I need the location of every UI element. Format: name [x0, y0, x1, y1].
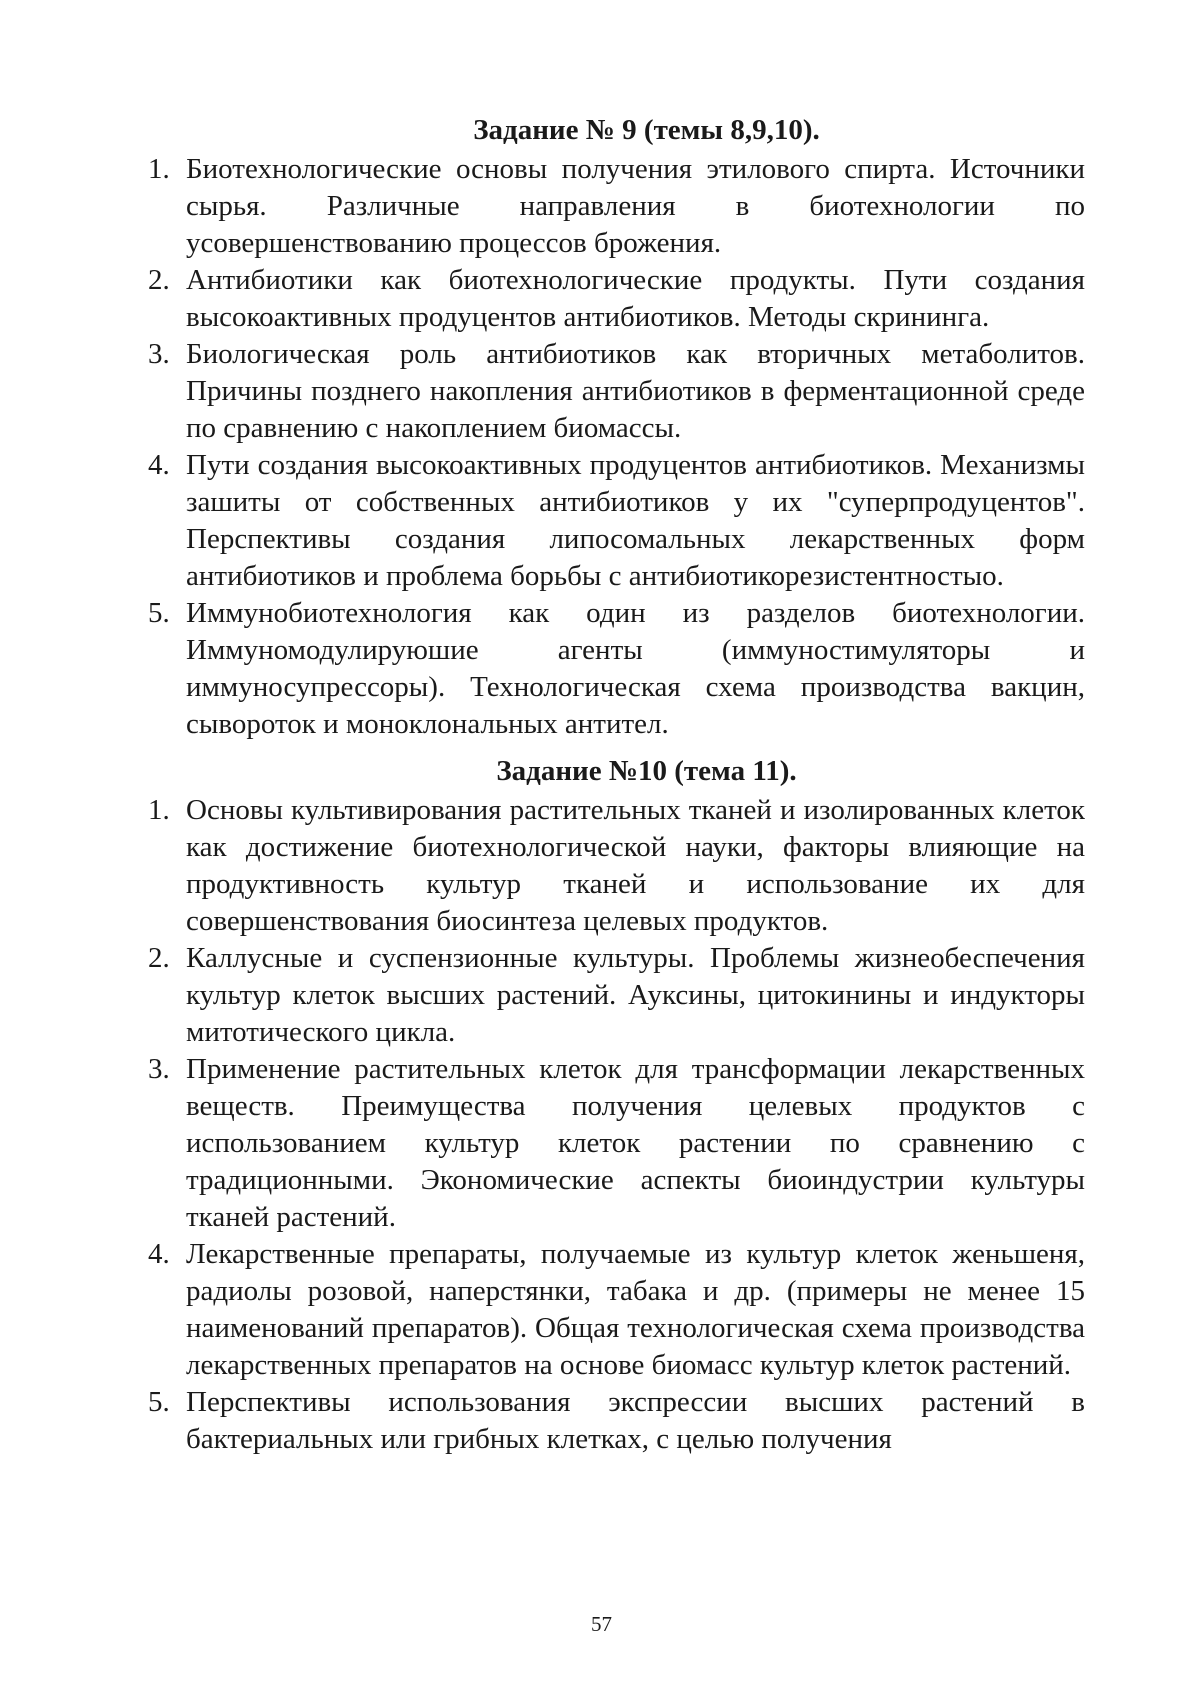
- task-9-list: [148, 151, 1085, 743]
- item-number: 4.: [148, 449, 170, 481]
- item-text: Антибиотики как биотехнологические продукты. Пути создания высокоактивных продуцентов антибиотиков. Методы скрининга.: [186, 264, 1085, 333]
- item-number: 3.: [148, 338, 170, 370]
- list-item: [148, 595, 1085, 743]
- item-number: 1.: [148, 794, 170, 826]
- list-item: [148, 1236, 1085, 1384]
- item-number: 2.: [148, 264, 170, 296]
- list-item: [148, 151, 1085, 262]
- item-text: Основы культивирования растительных тканей и изолированных клеток как достижение биотехнологической науки, факторы влияющие на продуктивность культур тканей и использование их для совершенствования биосинтеза целевых продуктов.: [186, 794, 1085, 937]
- item-number: 5.: [148, 597, 170, 629]
- item-text: Применение растительных клеток для трансформации лекарственных веществ. Преимущества получения целевых продуктов с использованием культур клеток растении по сравнению с традиционными. Экономические аспекты биоиндустрии культуры тканей растений.: [186, 1053, 1085, 1233]
- list-item: [148, 262, 1085, 336]
- list-item: [148, 792, 1085, 940]
- item-text: Биологическая роль антибиотиков как вторичных метаболитов. Причины позднего накопления антибиотиков в ферментационной среде по сравнению с накоплением биомассы.: [186, 338, 1085, 444]
- section-title-task-10: Задание №10 (тема 11).: [496, 755, 797, 787]
- item-number: 4.: [148, 1238, 170, 1270]
- item-text: Каллусные и суспензионные культуры. Проблемы жизнеобеспечения культур клеток высших растений. Ауксины, цитокинины и индукторы митотического цикла.: [186, 942, 1085, 1048]
- item-text: Иммунобиотехнология как один из разделов биотехнологии. Иммуномодулируюшие агенты (иммуностимуляторы и иммуносупрессоры). Технологическая схема производства вакцин, сывороток и моноклональных антител.: [186, 597, 1085, 740]
- list-item: [148, 940, 1085, 1051]
- list-item: [148, 336, 1085, 447]
- list-item: [148, 447, 1085, 595]
- item-number: 1.: [148, 153, 170, 185]
- page-number: 57: [591, 1612, 612, 1636]
- item-text: Биотехнологические основы получения этилового спирта. Источники сырья. Различные направления в биотехнологии по усовершенствованию процессов брожения.: [186, 153, 1085, 259]
- list-item: [148, 1051, 1085, 1236]
- task-10-list: [148, 792, 1085, 1458]
- item-text: Пути создания высокоактивных продуцентов антибиотиков. Механизмы зашиты от собственных антибиотиков у их "суперпродуцентов". Перспективы создания липосомальных лекарственных форм антибиотиков и проблема борьбы с антибиотикорезистентностыо.: [186, 449, 1085, 592]
- list-item: [148, 1384, 1085, 1458]
- item-number: 2.: [148, 942, 170, 974]
- item-number: 5.: [148, 1386, 170, 1418]
- page-content: [148, 112, 1085, 1458]
- item-number: 3.: [148, 1053, 170, 1085]
- item-text: Перспективы использования экспрессии высших растений в бактериальных или грибных клетках, с целью получения: [186, 1386, 1085, 1455]
- item-text: Лекарственные препараты, получаемые из культур клеток женьшеня, радиолы розовой, наперстянки, табака и др. (примеры не менее 15 наименований препаратов). Общая технологическая схема производства лекарственных препаратов на основе биомасс культур клеток растений.: [186, 1238, 1085, 1381]
- section-title-task-9: Задание № 9 (темы 8,9,10).: [473, 114, 820, 146]
